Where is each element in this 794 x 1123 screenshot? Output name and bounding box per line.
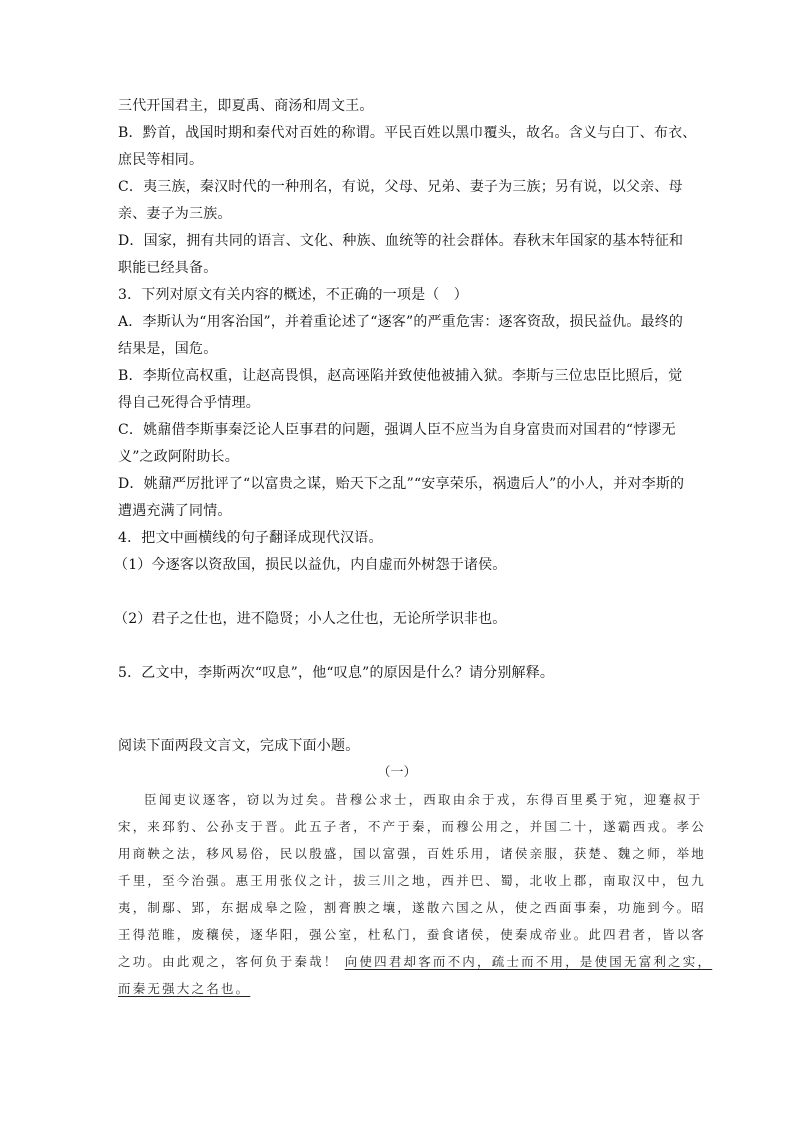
text-line: C．夷三族，秦汉时代的一种刑名，有说，父母、兄弟、妻子为三族；另有说，以父亲、母 <box>118 179 683 195</box>
text-line: A．李斯认为“用客治国”，并着重论述了“逐客”的严重危害：逐客资敌，损民益仇。最终的 <box>118 314 684 330</box>
text-line: D．姚鼐严厉批评了“以富贵之谋，贻天下之乱”“安享荣乐，祸遗后人”的小人，并对李斯的 <box>118 476 685 492</box>
reading-intro: 阅读下面两段文言文，完成下面小题。 <box>118 738 360 754</box>
question-5: 5．乙文中，李斯两次“叹息”，他“叹息”的原因是什么？请分别解释。 <box>118 665 555 681</box>
passage-line <box>118 980 684 998</box>
underlined-sentence: 向使四君却客而不内，疏士而不用，是使国无富利之实， <box>344 954 713 969</box>
text-line: C．姚鼐借李斯事秦泛论人臣事君的问题，强调人臣不应当为自身富贵而对国君的“悖谬无 <box>118 422 676 438</box>
passage-text: 之功。由此观之，客何负于秦哉！ <box>118 954 339 969</box>
passage-line: 宋，来邳豹、公孙支于晋。此五子者，不产于秦，而穆公用之，并国二十，遂霸西戎。孝公 <box>118 819 707 834</box>
question-3-stem: 3．下列对原文有关内容的概述，不正确的一项是（ ） <box>118 287 468 303</box>
text-line: 三代开国君主，即夏禹、商汤和周文王。 <box>118 98 374 114</box>
text-line: 遭遇充满了同情。 <box>118 503 232 519</box>
text-line: B．黔首，战国时期和秦代对百姓的称谓。平民百姓以黑巾覆头，故名。含义与白丁、布衣、 <box>118 125 697 141</box>
text-line: 得自己死得合乎情理。 <box>118 395 260 411</box>
question-4-stem: 4．把文中画横线的句子翻译成现代汉语。 <box>118 530 383 546</box>
underlined-sentence: 而秦无强大之名也。 <box>118 981 251 996</box>
passage-line: 王得范睢，废穰侯，逐华阳，强公室，杜私门，蚕食诸侯，使秦成帝业。此四君者，皆以客 <box>118 927 707 942</box>
text-line: 职能已经具备。 <box>118 260 218 276</box>
text-line: 义”之政阿附助长。 <box>118 449 239 465</box>
text-line: 庶民等相同。 <box>118 152 204 168</box>
text-line: 结果是，国危。 <box>118 341 218 357</box>
passage-line <box>118 953 713 971</box>
passage-line: 夷，制鄢、郢，东据成皋之险，割膏腴之壤，遂散六国之从，使之西面事秦，功施到今。昭 <box>118 900 707 915</box>
passage-line: 臣闻吏议逐客，窃以为过矣。昔穆公求士，西取由余于戎，东得百里奚于宛，迎蹇叔于 <box>144 792 703 807</box>
question-4-1: （1）今逐客以资敌国，损民以益仇，内自虚而外树怨于诸侯。 <box>114 557 507 573</box>
text-line: D．国家，拥有共同的语言、文化、种族、血统等的社会群体。春秋末年国家的基本特征和 <box>118 233 684 249</box>
question-4-2: （2）君子之仕也，进不隐贤；小人之仕也，无论所学识非也。 <box>114 611 507 627</box>
section-title: （一） <box>377 765 417 780</box>
passage-line: 用商鞅之法，移风易俗，民以殷盛，国以富强，百姓乐用，诸侯亲服，获楚、魏之师，举地 <box>118 846 707 861</box>
text-line: B．李斯位高权重，让赵高畏惧，赵高诬陷并致使他被捕入狱。李斯与三位忠臣比照后，觉 <box>118 368 683 384</box>
passage-line: 千里，至今治强。惠王用张仪之计，拔三川之地，西并巴、蜀，北收上郡，南取汉中，包九 <box>118 873 707 888</box>
text-line: 亲、妻子为三族。 <box>118 206 232 222</box>
